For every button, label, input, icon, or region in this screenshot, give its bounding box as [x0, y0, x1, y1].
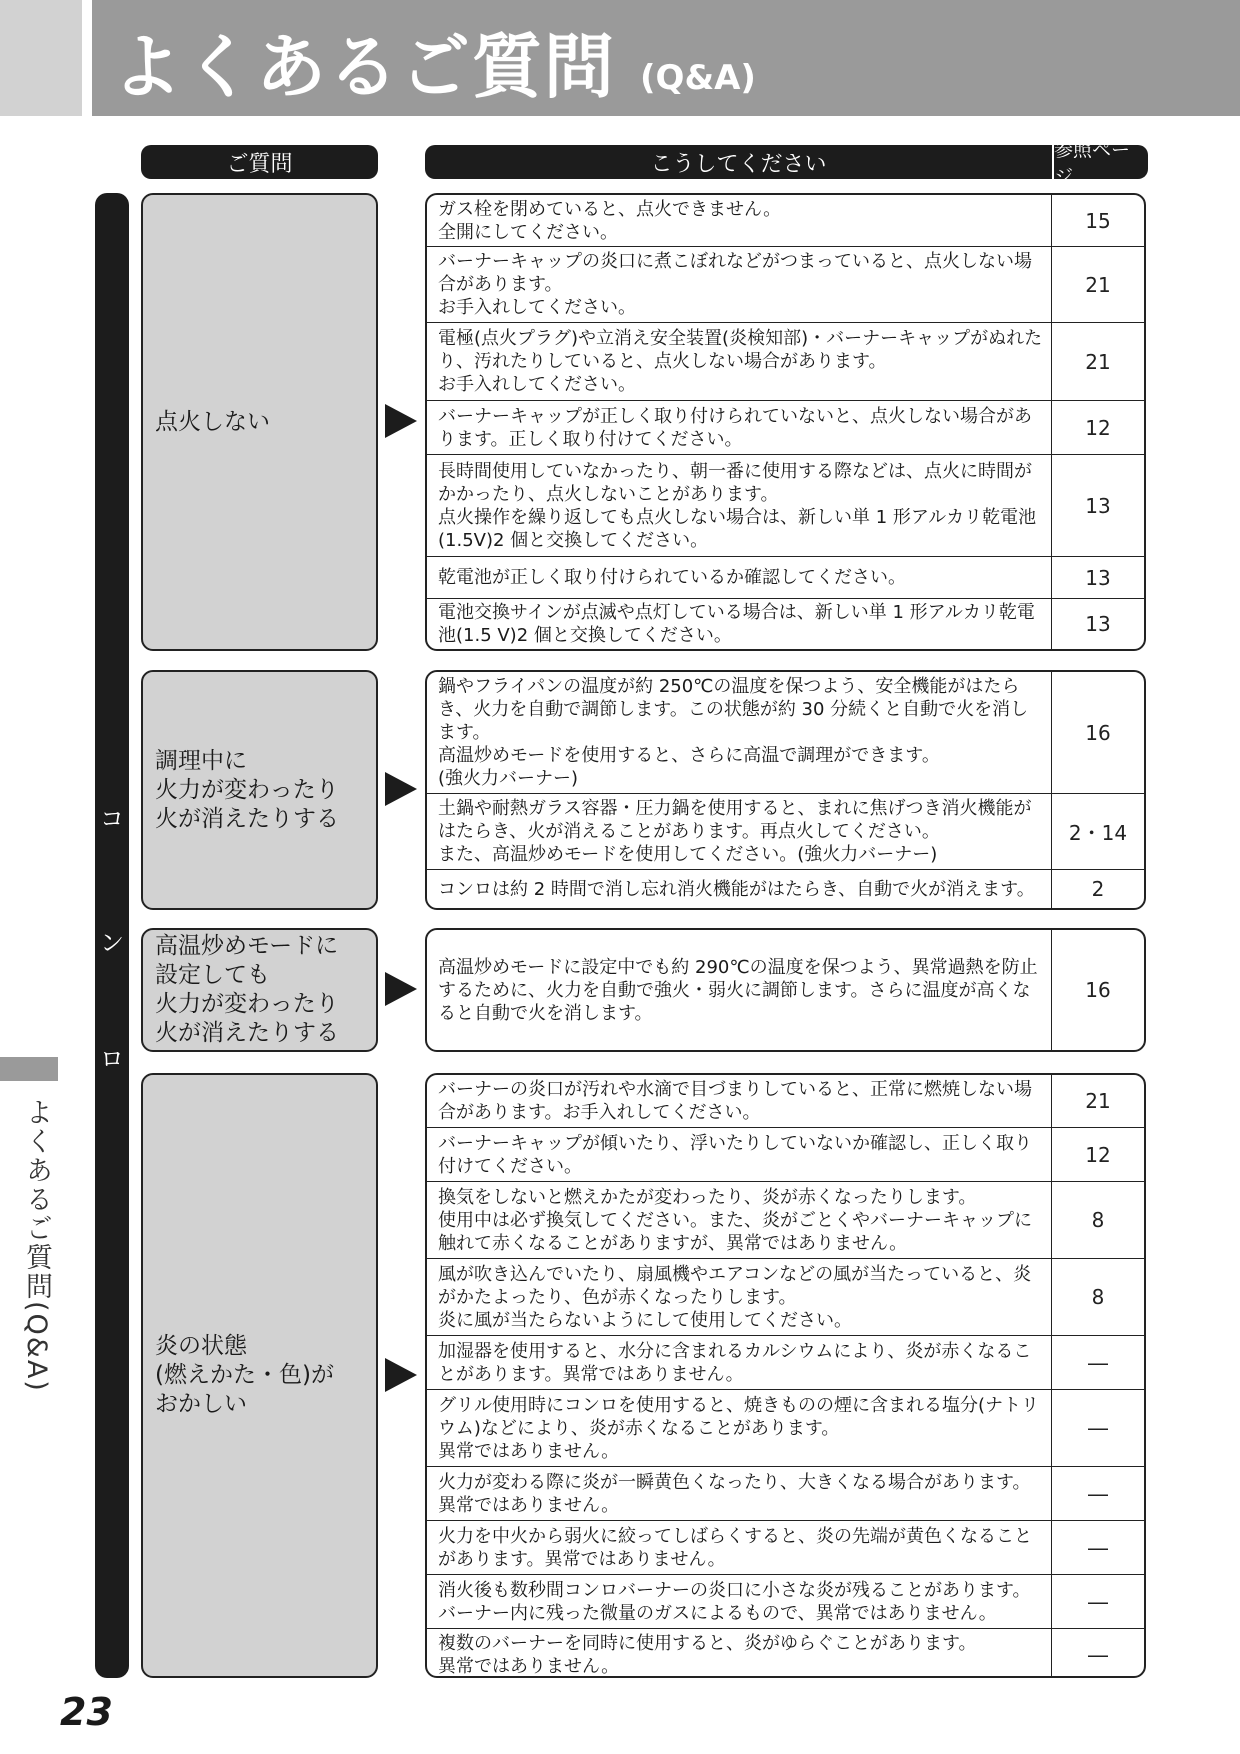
table-row — [427, 599, 1144, 649]
answer-table — [425, 1073, 1146, 1678]
table-row — [427, 1390, 1144, 1467]
ref-page: 12 — [1085, 415, 1111, 440]
question-box — [141, 928, 378, 1052]
question-box — [141, 1073, 378, 1678]
arrow-icon — [385, 772, 417, 806]
answer-text: 長時間使用していなかったり、朝一番に使用する際などは、点火に時間がかかったり、点火しないことがあります。 点火操作を繰り返しても点火しない場合は、新しい単 1 形アルカリ乾電池(1.5V)2 個と交換してください。 — [427, 455, 1052, 556]
question-label: 炎の状態 (燃えかた・色)が おかしい — [155, 1333, 334, 1417]
answer-text: コンロは約 2 時間で消し忘れ消火機能がはたらき、自動で火が消えます。 — [427, 870, 1052, 908]
ref-page: ― — [1088, 1535, 1108, 1560]
answer-text: 乾電池が正しく取り付けられているか確認してください。 — [427, 557, 1052, 598]
answer-table — [425, 193, 1146, 651]
table-row — [427, 794, 1144, 870]
column-header-answer: こうしてください — [425, 145, 1052, 179]
ref-page: 8 — [1091, 1208, 1105, 1232]
answer-text: グリル使用時にコンロを使用すると、焼きものの煙に含まれる塩分(ナトリウム)などにより、炎が赤くなることがあります。 異常ではありません。 — [427, 1390, 1052, 1466]
table-row — [427, 455, 1144, 557]
title-bar — [92, 0, 1240, 116]
table-row — [427, 1182, 1144, 1259]
ref-page: 21 — [1085, 1089, 1111, 1113]
category-bar — [95, 193, 129, 1678]
question-label: 調理中に 火力が変わったり 火が消えたりする — [155, 747, 339, 832]
ref-page: ― — [1088, 1416, 1108, 1440]
arrow-icon — [385, 972, 417, 1006]
table-row — [427, 401, 1144, 455]
answer-text: バーナーの炎口が汚れや水滴で目づまりしていると、正常に燃焼しない場合があります。お手入れしてください。 — [427, 1075, 1052, 1127]
answer-text: バーナーキャップが傾いたり、浮いたりしていないか確認し、正しく取り付けてください。 — [427, 1128, 1052, 1181]
table-row — [427, 1336, 1144, 1390]
side-tab-marker — [0, 1057, 58, 1081]
answer-text: 火力を中火から弱火に絞ってしばらくすると、炎の先端が黄色くなることがあります。異常ではありません。 — [427, 1521, 1052, 1574]
answer-text: 火力が変わる際に炎が一瞬黄色くなったり、大きくなる場合があります。 異常ではありません。 — [427, 1467, 1052, 1520]
ref-page: 21 — [1085, 272, 1111, 297]
answer-text: 消火後も数秒間コンロバーナーの炎口に小さな炎が残ることがあります。 バーナー内に残った微量のガスによるもので、異常ではありません。 — [427, 1575, 1052, 1628]
answer-text: 鍋やフライパンの温度が約 250℃の温度を保つよう、安全機能がはたらき、火力を自動で調節します。この状態が約 30 分続くと自動で火を消します。 高温炒めモードを使用すると、さらに高温で調理ができます。 (強火力バーナー) — [427, 672, 1052, 793]
question-label: 高温炒めモードに 設定しても 火力が変わったり 火が消えたりする — [155, 933, 339, 1046]
ref-page: 12 — [1085, 1142, 1111, 1167]
answer-text: 複数のバーナーを同時に使用すると、炎がゆらぐことがあります。 異常ではありません。 — [427, 1629, 1052, 1678]
table-row — [427, 323, 1144, 401]
ref-page: ― — [1088, 1350, 1108, 1375]
answer-text: 換気をしないと燃えかたが変わったり、炎が赤くなったりします。 使用中は必ず換気してください。また、炎がごとくやバーナーキャップに触れて赤くなることがありますが、異常ではありません。 — [427, 1182, 1052, 1258]
answer-text: 加湿器を使用すると、水分に含まれるカルシウムにより、炎が赤くなることがあります。異常ではありません。 — [427, 1336, 1052, 1389]
ref-page: 8 — [1091, 1285, 1105, 1309]
category-char: ン — [100, 929, 124, 957]
question-box — [141, 193, 378, 651]
ref-page: 13 — [1085, 565, 1111, 590]
ref-page: 13 — [1085, 612, 1111, 636]
table-row — [427, 1128, 1144, 1182]
ref-page: ― — [1088, 1481, 1108, 1506]
answer-text: バーナーキャップの炎口に煮こぼれなどがつまっていると、点火しない場合があります。 お手入れしてください。 — [427, 247, 1052, 322]
answer-table — [425, 670, 1146, 910]
table-row — [427, 195, 1144, 247]
category-char: コ — [100, 805, 124, 833]
page-number: 23 — [60, 1690, 113, 1734]
ref-page: 15 — [1085, 208, 1111, 233]
table-row — [427, 1259, 1144, 1336]
corner-block — [0, 0, 82, 116]
ref-page: 16 — [1085, 720, 1111, 745]
table-row — [427, 557, 1144, 599]
table-row — [427, 1575, 1144, 1629]
side-tab-label: よくあるご質問(Q&A) — [21, 1098, 52, 1393]
page-title: よくあるご質問 — [112, 26, 616, 108]
table-row — [427, 1075, 1144, 1128]
question-box — [141, 670, 378, 910]
ref-page: ― — [1088, 1642, 1108, 1667]
answer-text: 高温炒めモードに設定中でも約 290℃の温度を保つよう、異常過熱を防止するために、火力を自動で強火・弱火に調節します。さらに温度が高くなると自動で火を消します。 — [427, 930, 1052, 1050]
table-row — [427, 1521, 1144, 1575]
table-row — [427, 870, 1144, 908]
question-label: 点火しない — [155, 408, 270, 435]
ref-page: 16 — [1085, 978, 1111, 1002]
page-subtitle: (Q&A) — [640, 58, 756, 98]
category-char: ロ — [100, 1045, 124, 1073]
ref-page: 13 — [1085, 493, 1111, 518]
answer-text: 電極(点火プラグ)や立消え安全装置(炎検知部)・バーナーキャップがぬれたり、汚れたりしていると、点火しない場合があります。 お手入れしてください。 — [427, 323, 1052, 400]
ref-page: 2・14 — [1068, 821, 1128, 845]
answer-text: 土鍋や耐熱ガラス容器・圧力鍋を使用すると、まれに焦げつき消火機能がはたらき、火が消えることがあります。再点火してください。 また、高温炒めモードを使用してください。(強火力バーナー) — [427, 794, 1052, 869]
arrow-icon — [385, 1358, 417, 1392]
table-row — [427, 247, 1144, 323]
arrow-icon — [385, 404, 417, 438]
table-row — [427, 930, 1144, 1050]
answer-text: バーナーキャップが正しく取り付けられていないと、点火しない場合があります。正しく取り付けてください。 — [427, 401, 1052, 454]
table-row — [427, 1629, 1144, 1678]
ref-page: 2 — [1091, 877, 1105, 901]
table-row — [427, 1467, 1144, 1521]
table-row — [427, 672, 1144, 794]
column-header-question: ご質問 — [141, 145, 378, 179]
answer-text: ガス栓を閉めていると、点火できません。 全開にしてください。 — [427, 195, 1052, 246]
column-header-page: 参照ページ — [1052, 145, 1148, 179]
answer-text: 電池交換サインが点滅や点灯している場合は、新しい単 1 形アルカリ乾電池(1.5 V)2 個と交換してください。 — [427, 599, 1052, 649]
answer-table — [425, 928, 1146, 1052]
answer-text: 風が吹き込んでいたり、扇風機やエアコンなどの風が当たっていると、炎がかたよったり、色が赤くなったりします。 炎に風が当たらないようにして使用してください。 — [427, 1259, 1052, 1335]
ref-page: ― — [1088, 1589, 1108, 1614]
ref-page: 21 — [1085, 349, 1111, 374]
